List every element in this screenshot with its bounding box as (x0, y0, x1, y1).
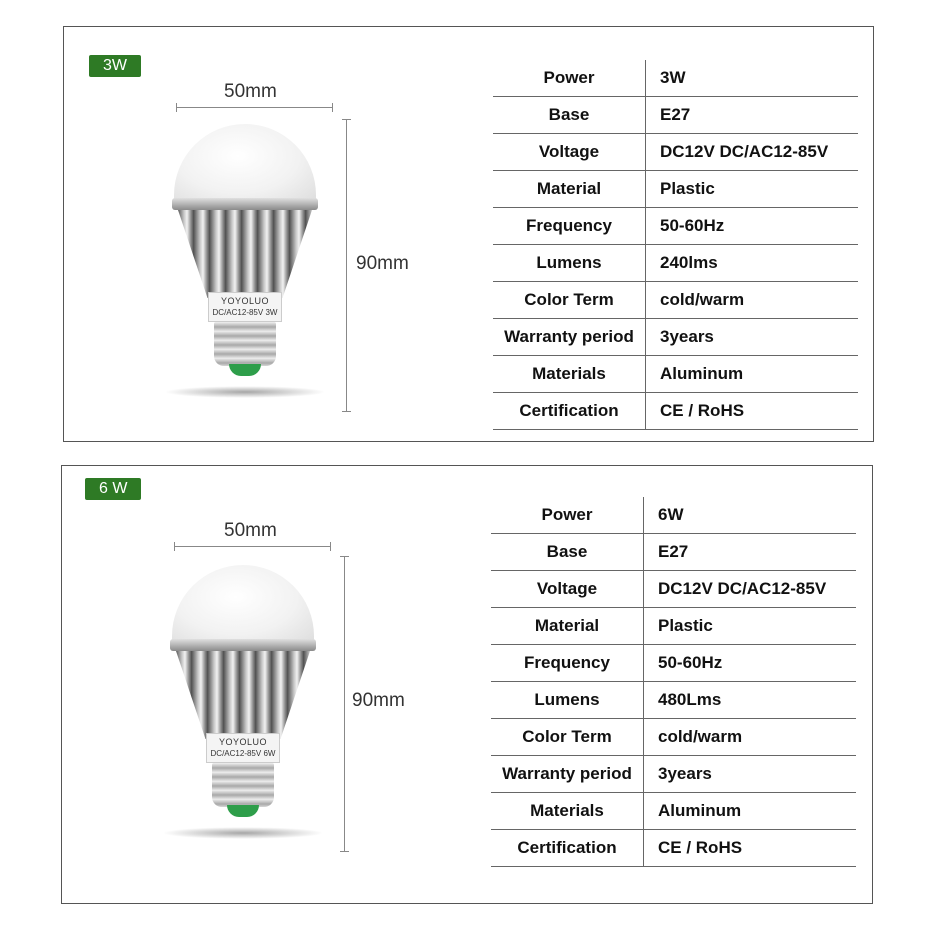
spec-key: Materials (493, 356, 646, 393)
spec-value: Plastic (646, 171, 859, 208)
bulb-dome (172, 565, 314, 645)
width-dimension-line (176, 107, 333, 108)
spec-value: 240lms (646, 245, 859, 282)
spec-value: CE / RoHS (644, 830, 857, 867)
spec-key: Frequency (493, 208, 646, 245)
wattage-badge: 3W (89, 55, 141, 77)
width-label: 50mm (224, 81, 277, 102)
spec-row-power (493, 60, 858, 97)
spec-row-warranty (493, 319, 858, 356)
spec-key: Certification (491, 830, 644, 867)
spec-key: Material (491, 608, 644, 645)
spec-table (493, 60, 858, 430)
spec-key: Power (491, 497, 644, 534)
bulb-print: DC/AC12-85V 3W (212, 308, 278, 317)
spec-key: Voltage (491, 571, 644, 608)
spec-value: 3years (646, 319, 859, 356)
spec-key: Material (493, 171, 646, 208)
bulb-ring (172, 198, 318, 210)
spec-row-power (491, 497, 856, 534)
spec-panel-6w (61, 465, 873, 904)
spec-value: CE / RoHS (646, 393, 859, 430)
spec-value: E27 (644, 534, 857, 571)
bulb-screw-base (214, 322, 276, 366)
spec-value: E27 (646, 97, 859, 134)
spec-key: Color Term (491, 719, 644, 756)
spec-key: Lumens (493, 245, 646, 282)
spec-key: Base (493, 97, 646, 134)
spec-key: Lumens (491, 682, 644, 719)
bulb-brand: YOYOLUO (218, 737, 267, 747)
width-dimension-line (174, 546, 331, 547)
bulb-collar (208, 292, 282, 322)
bulb-dome (174, 124, 316, 204)
spec-key: Materials (491, 793, 644, 830)
bulb-brand: YOYOLUO (220, 296, 269, 306)
spec-row-materials (491, 793, 856, 830)
height-dimension-line (344, 556, 345, 852)
spec-value: 3years (644, 756, 857, 793)
spec-row-voltage (493, 134, 858, 171)
spec-key: Power (493, 60, 646, 97)
spec-key: Warranty period (493, 319, 646, 356)
spec-row-lumens (491, 682, 856, 719)
spec-row-materials (493, 356, 858, 393)
bulb-shadow (164, 386, 326, 398)
spec-value: cold/warm (644, 719, 857, 756)
spec-key: Certification (493, 393, 646, 430)
spec-row-frequency (491, 645, 856, 682)
spec-row-certification (493, 393, 858, 430)
bulb-heatsink (178, 210, 312, 298)
spec-row-color-term (493, 282, 858, 319)
spec-value: 50-60Hz (646, 208, 859, 245)
spec-row-voltage (491, 571, 856, 608)
spec-row-warranty (491, 756, 856, 793)
bulb-shadow (162, 827, 324, 839)
spec-row-material (493, 171, 858, 208)
spec-row-base (493, 97, 858, 134)
wattage-badge: 6 W (85, 478, 141, 500)
spec-value: cold/warm (646, 282, 859, 319)
bulb-heatsink (176, 651, 310, 739)
spec-row-color-term (491, 719, 856, 756)
spec-value: 480Lms (644, 682, 857, 719)
spec-row-lumens (493, 245, 858, 282)
spec-key: Frequency (491, 645, 644, 682)
bulb-ring (170, 639, 316, 651)
spec-row-certification (491, 830, 856, 867)
bulb-screw-base (212, 763, 274, 807)
spec-value: DC12V DC/AC12-85V (646, 134, 859, 171)
spec-table (491, 497, 856, 867)
spec-key: Voltage (493, 134, 646, 171)
spec-value: 6W (644, 497, 857, 534)
height-dimension-line (346, 119, 347, 412)
spec-row-base (491, 534, 856, 571)
height-label: 90mm (352, 690, 405, 711)
spec-key: Base (491, 534, 644, 571)
spec-key: Color Term (493, 282, 646, 319)
height-label: 90mm (356, 253, 409, 274)
bulb-print: DC/AC12-85V 6W (210, 749, 276, 758)
spec-value: Plastic (644, 608, 857, 645)
spec-row-frequency (493, 208, 858, 245)
bulb-contact-tip (227, 805, 259, 817)
spec-row-material (491, 608, 856, 645)
spec-key: Warranty period (491, 756, 644, 793)
spec-value: Aluminum (644, 793, 857, 830)
bulb-contact-tip (229, 364, 261, 376)
bulb-collar (206, 733, 280, 763)
spec-value: 3W (646, 60, 859, 97)
spec-value: Aluminum (646, 356, 859, 393)
spec-panel-3w (63, 26, 874, 442)
width-label: 50mm (224, 520, 277, 541)
spec-value: DC12V DC/AC12-85V (644, 571, 857, 608)
spec-value: 50-60Hz (644, 645, 857, 682)
